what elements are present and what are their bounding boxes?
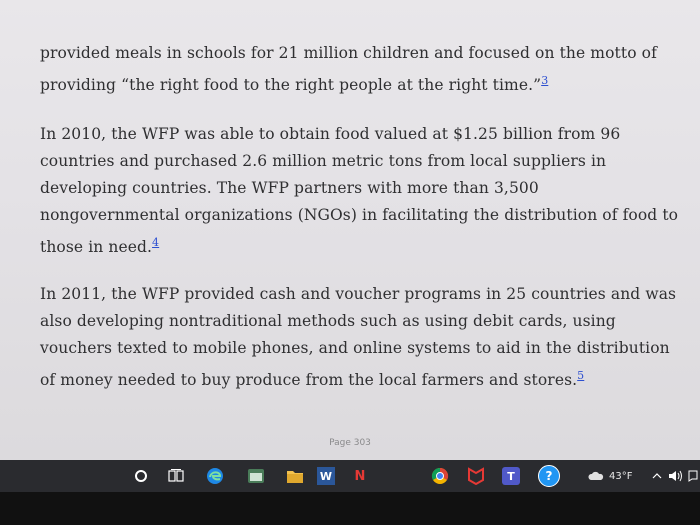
edge-icon[interactable] (205, 466, 225, 486)
taskbar (0, 460, 700, 492)
page-number: Page 303 (329, 438, 371, 448)
netflix-icon[interactable]: N (354, 468, 366, 484)
paragraph-2 (40, 121, 680, 261)
notification-icon[interactable] (688, 460, 698, 492)
monitor-bezel (0, 492, 700, 525)
footnote-link-3[interactable]: 3 (541, 74, 549, 87)
mcafee-icon[interactable] (466, 466, 486, 486)
paragraph-2-text: In 2010, the WFP was able to obtain food valued at $1.25 billion from 96 countries and purchased 2.6 million metric tons from local suppliers in developing countries. The WFP partners with more than 3,500 nongovernmental organizations (NGOs) in facilitating the distribution of food to those in need. (40, 125, 679, 257)
chrome-icon[interactable] (430, 466, 450, 486)
calendar-icon[interactable] (246, 466, 266, 486)
footnote-link-4[interactable]: 4 (152, 236, 160, 250)
task-view-icon[interactable] (166, 466, 186, 486)
teams-icon[interactable]: T (502, 467, 520, 485)
show-hidden-icons-chevron-icon[interactable] (652, 460, 662, 492)
document-body (40, 40, 680, 414)
weather-widget[interactable] (588, 460, 632, 492)
cloud-icon (588, 471, 604, 481)
paragraph-3 (40, 281, 680, 394)
paragraph-3-text: In 2011, the WFP provided cash and voucher programs in 25 countries and was also developing nontraditional methods such as using debit cards, using vouchers texted to mobile phones, and online systems to aid in the distribution of money needed to buy produce from the local farmers and stores. (40, 285, 677, 390)
file-explorer-icon[interactable] (285, 466, 305, 486)
help-icon[interactable]: ? (538, 465, 560, 487)
word-icon[interactable]: W (317, 467, 335, 485)
paragraph-1 (40, 40, 680, 99)
volume-icon[interactable] (668, 460, 684, 492)
paragraph-1-text: provided meals in schools for 21 million children and focused on the motto of providing “the right food to the right people at the right time.” (40, 44, 657, 95)
weather-temp: 43°F (609, 470, 633, 482)
cortana-circle-icon[interactable] (131, 466, 151, 486)
footnote-link-5[interactable]: 5 (577, 369, 585, 383)
